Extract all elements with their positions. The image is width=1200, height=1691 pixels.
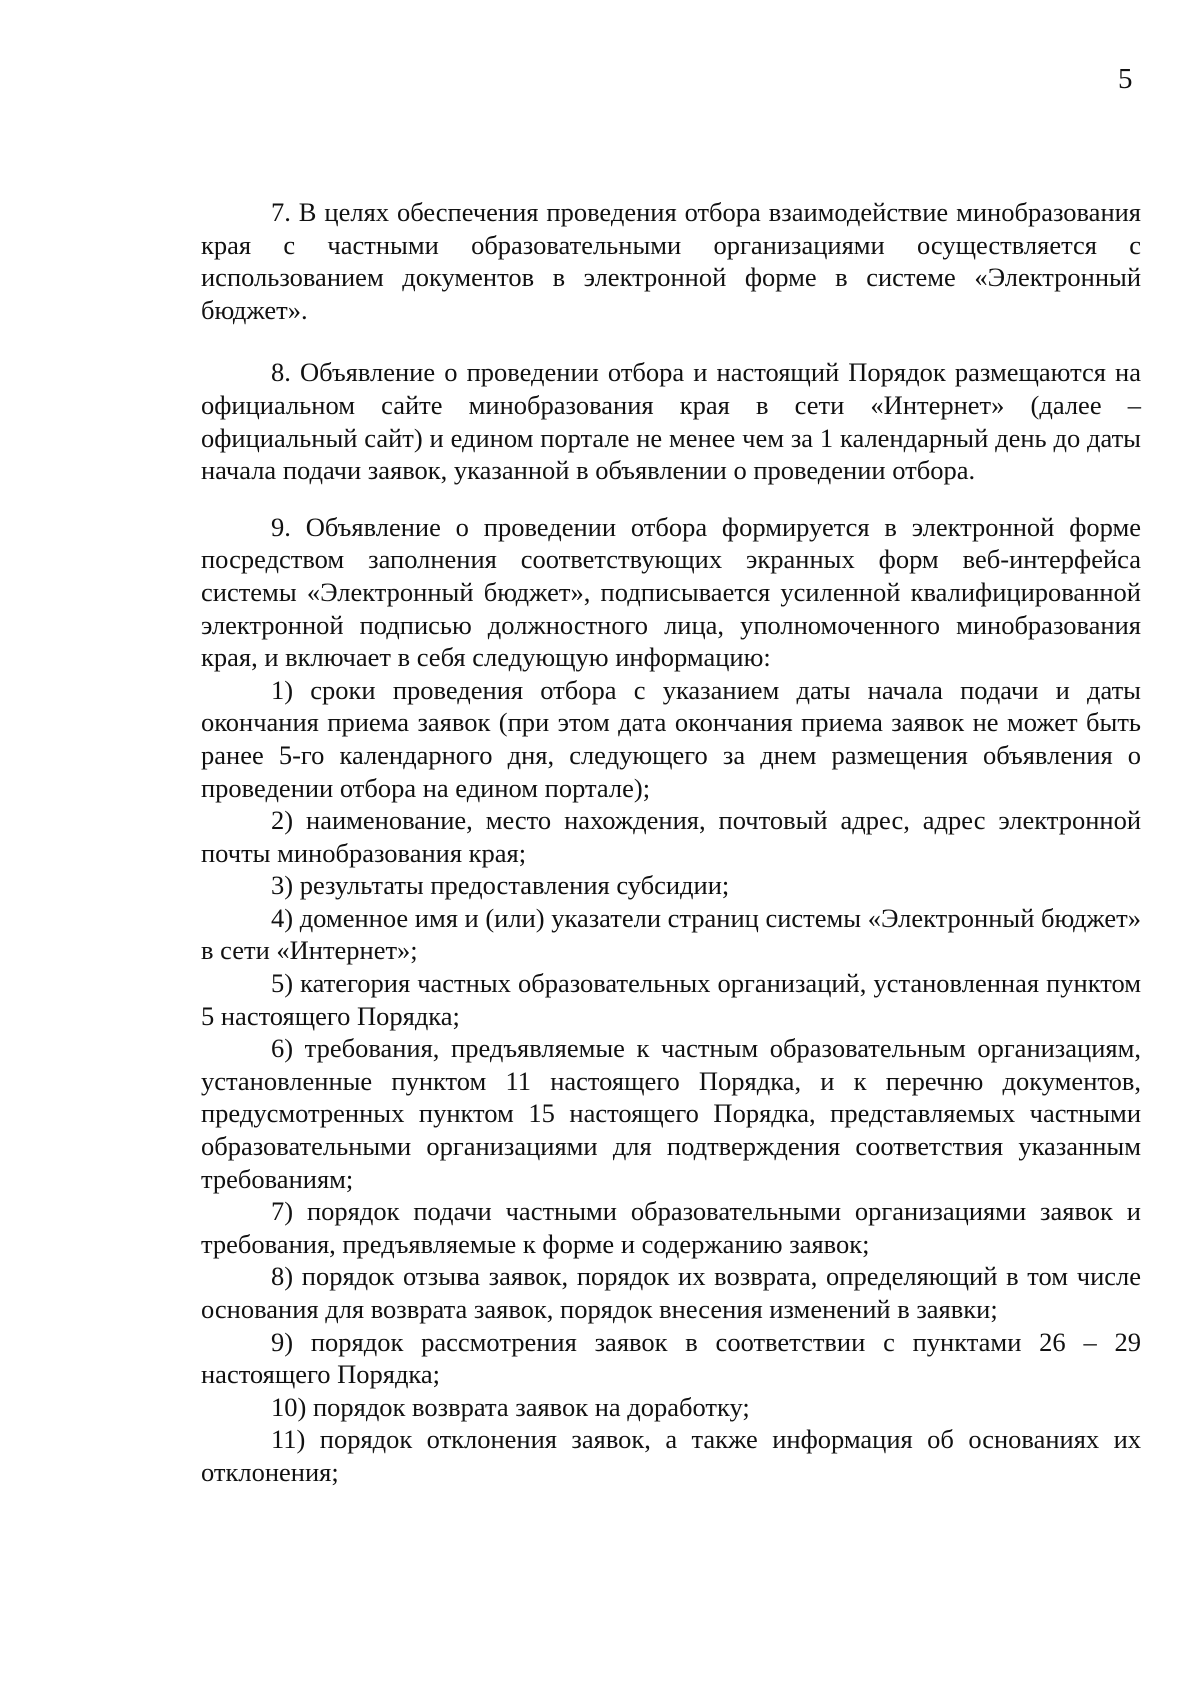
document-body	[201, 196, 1141, 1489]
paragraph-9: 9. Объявление о проведении отбора формируется в электронной форме посредством заполнения соответствующих экранных форм веб-интерфейса системы «Электронный бюджет», подписывается усиленной квалифицированной электронной подписью должностного лица, уполномоченного минобразования края, и включает в себя следующую информацию:	[201, 511, 1141, 673]
list-item: 5) категория частных образовательных организаций, установленная пунктом 5 настоящего Порядка;	[201, 968, 1141, 1031]
page-number: 5	[1118, 63, 1133, 95]
list-item: 7) порядок подачи частными образовательными организациями заявок и требования, предъявляемые к форме и содержанию заявок;	[201, 1196, 1141, 1259]
paragraph-7: 7. В целях обеспечения проведения отбора взаимодействие минобразования края с частными образовательными организациями осуществляется с использованием документов в электронной форме в системе «Электронный бюджет».	[201, 197, 1141, 325]
list-item: 4) доменное имя и (или) указатели страниц системы «Электронный бюджет» в сети «Интернет»;	[201, 902, 1141, 966]
list-item: 1) сроки проведения отбора с указанием даты начала подачи и даты окончания приема заявок (при этом дата окончания приема заявок не может быть ранее 5-го календарного дня, следующего за днем размещения объявления о проведении отбора на едином портале);	[201, 674, 1141, 803]
list-item: 9) порядок рассмотрения заявок в соответствии с пунктами 26 – 29 настоящего Порядка;	[201, 1326, 1141, 1390]
paragraph-8: 8. Объявление о проведении отбора и настоящий Порядок размещаются на официальном сайте минобразования края в сети «Интернет» (далее – официальный сайт) и едином портале не менее чем за 1 календарный день до даты начала подачи заявок, указанной в объявлении о проведении отбора.	[201, 357, 1141, 486]
list-item: 2) наименование, место нахождения, почтовый адрес, адрес электронной почты минобразования края;	[201, 805, 1141, 868]
list-item: 6) требования, предъявляемые к частным образовательным организациям, установленные пунктом 11 настоящего Порядка, и к перечню документов, предусмотренных пунктом 15 настоящего Порядка, представляемых частными образовательными организациями для подтверждения соответствия указанным требованиям;	[201, 1033, 1141, 1194]
list-item: 8) порядок отзыва заявок, порядок их возврата, определяющий в том числе основания для возврата заявок, порядок внесения изменений в заявки;	[201, 1261, 1141, 1324]
list-item: 10) порядок возврата заявок на доработку;	[271, 1391, 750, 1422]
information-list	[201, 674, 1141, 1489]
list-item: 3) результаты предоставления субсидии;	[271, 870, 730, 901]
list-item: 11) порядок отклонения заявок, а также информация об основаниях их отклонения;	[201, 1424, 1141, 1487]
